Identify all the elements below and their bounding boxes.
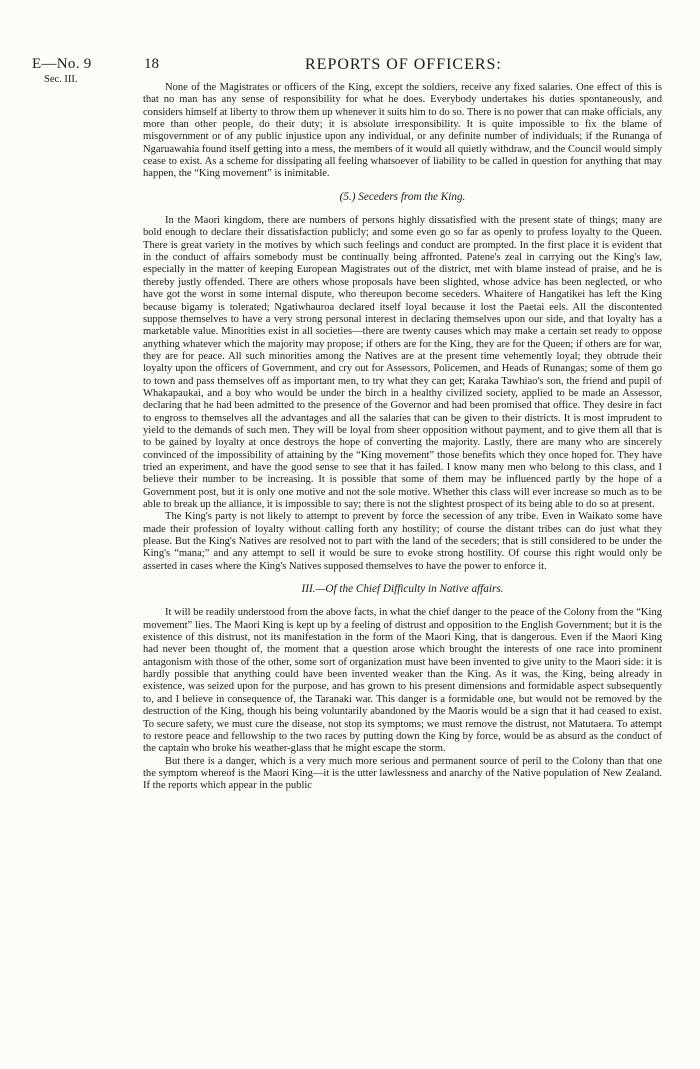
paragraph-seceders: In the Maori kingdom, there are numbers of persons highly dissatisfied with the present state of things; many are bold enough to declare their dissatisfaction publicly; and some even go so far as openly to profess loyalty to the Queen. There is great variety in the motives by which such feelings and conduct are prompted. In the first place it is evident that in the conduct of affairs somebody must be continually being affronted. Patene's zeal in carrying out the King's law, especially in the matter of keeping European Magistrates out of the district, met with blame instead of praise, and he is thereby justly offended. There are others whose proposals have been slighted, whose advice has been neglected, or who have got the worst in some internal dispute, who thereupon become seceders. Whaitere of Hangatikei has left the King because bigamy is tolerated; Ngatiwhauroa declared itself loyal because it lost the Paetai eels. All the discontented suppose themselves to have a very strong personal interest in declaring themselves upon our side, and that loyalty has a marketable value. Minorities exist in all societies—there are twenty causes which may make a certain set ready to oppose anything whatever which the majority may propose; if others are for the King, they are for the Queen; if others are for war, they are for peace. All such minorities among the Natives are at the present time vehemently loyal; they obtrude their loyalty upon the officers of Government, and cry out for Assessors, Policemen, and Heads of Runangas; some of them go to town and pass themselves off as important men, to try what they can get; Karaka Tawhiao's son, the friend and pupil of Whakapaukai, and a boy who would be under the birch in a healthy civilized society, applied to be made an Assessor, declaring that he had been admitted to the presence of the Governor and had been promised that office. They desire in fact to engross to themselves all the advantages and all the salaries that can be given to their districts. It is most imprudent to yield to the demands of such men. They will be loyal from sheer opposition without payment, and to give them all that is to be gained by loyalty at once destroys the hope of converting the majority. Lastly, there are many who are sincerely convinced of the impossibility of attaining by the “King movement” those benefits which they once hoped for. They have tried an experiment, and have the good sense to see that it has failed. I know many men who belong to this class, and I believe their number to be increasing. It is possible that some of them may be influenced partly by the hope of a Government post, but it is only one motive and not the sole motive. Whether this class will ever increase so much as to be able to break up the alliance, it is impossible to say; there is not the slightest prospect of its being able to do so at present. <box>143 215 662 510</box>
section-heading-seceders: (5.) Seceders from the King. <box>339 190 466 203</box>
section-heading-chief-difficulty: III.—Of the Chief Difficulty in Native affairs. <box>301 583 504 596</box>
running-title: REPORTS OF OFFICERS: <box>305 56 502 73</box>
page-number: 18 <box>144 56 159 72</box>
section-label: Sec. III. <box>44 74 78 85</box>
document-reference <box>32 56 92 85</box>
paragraph-kings-party: The King's party is not likely to attempt to prevent by force the secession of any tribe. Even in Waikato some have made their profession of loyalty without calling forth any hostility; of course the distant tribes can do just what they please. But the King's Natives are resolved not to part with the land of the seceders; that is still considered to be under the King's “mana;” and any attempt to sell it would be sure to evoke strong hostility. Of course this right would only be asserted in cases where the King's Natives supposed themselves to have the power to enforce it. <box>143 511 662 572</box>
report-code: E—No. 9 <box>32 56 92 72</box>
paragraph-chief-danger: It will be readily understood from the above facts, in what the chief danger to the peace of the Colony from the “King movement” lies. The Maori King is kept up by a feeling of distrust and opposition to the English Government; but it is the existence of this distrust, not its manifestation in the form of the Maori King, that is dangerous. Even if the Maori King had never been thought of, the moment that a question arose which brought the interests of one race into prominent antagonism with those of the other, some sort of organization must have been invented to give unity to the Maori side: it is hardly possible that anything could have been invented weaker than the King. As it was, the King, being already in existence, was seized upon for the purpose, and has grown to his present dimensions and formidable aspect subsequently to, and I believe in consequence of, the Taranaki war. This danger is a formidable one, but would not be removed by the destruction of the King, though his being voluntarily abandoned by the Maoris would be a sign that it had ceased to exist. To secure safety, we must cure the disease, not stop its symptoms; we must remove the distrust, not Matutaera. To attempt to restore peace and fellowship to the two races by putting down the King by force, would be as absurd as the conduct of the captain who broke his weather-glass that he might escape the storm. <box>143 607 662 755</box>
paragraph-lawlessness: But there is a danger, which is a very much more serious and permanent source of peril to the Colony than that one the symptom whereof is the Maori King—it is the utter lawlessness and anarchy of the Native population of New Zealand. If the reports which appear in the public <box>143 755 662 792</box>
page-body <box>143 82 662 793</box>
paragraph-salaries: None of the Magistrates or officers of the King, except the soldiers, receive any fixed salaries. One effect of this is that no man has any sense of responsibility for what he does. Everybody undertakes his duties spontaneously, and considers himself at liberty to throw them up whenever it suits him to do so. There is no power that can make officials, any more than other people, do their duty; it is absolute irresponsibility. It is quite impossible to fix the blame of misgovernment or of any public injustice upon any individual, or any definite number of individuals; if the Runanga of Ngaruawahia found itself getting into a mess, the members of it would all quietly withdraw, and the Council would simply cease to exist. As a scheme for dissipating all feeling whatsoever of liability to be called in question for anything that may happen, the “King movement” is inimitable. <box>143 82 662 180</box>
